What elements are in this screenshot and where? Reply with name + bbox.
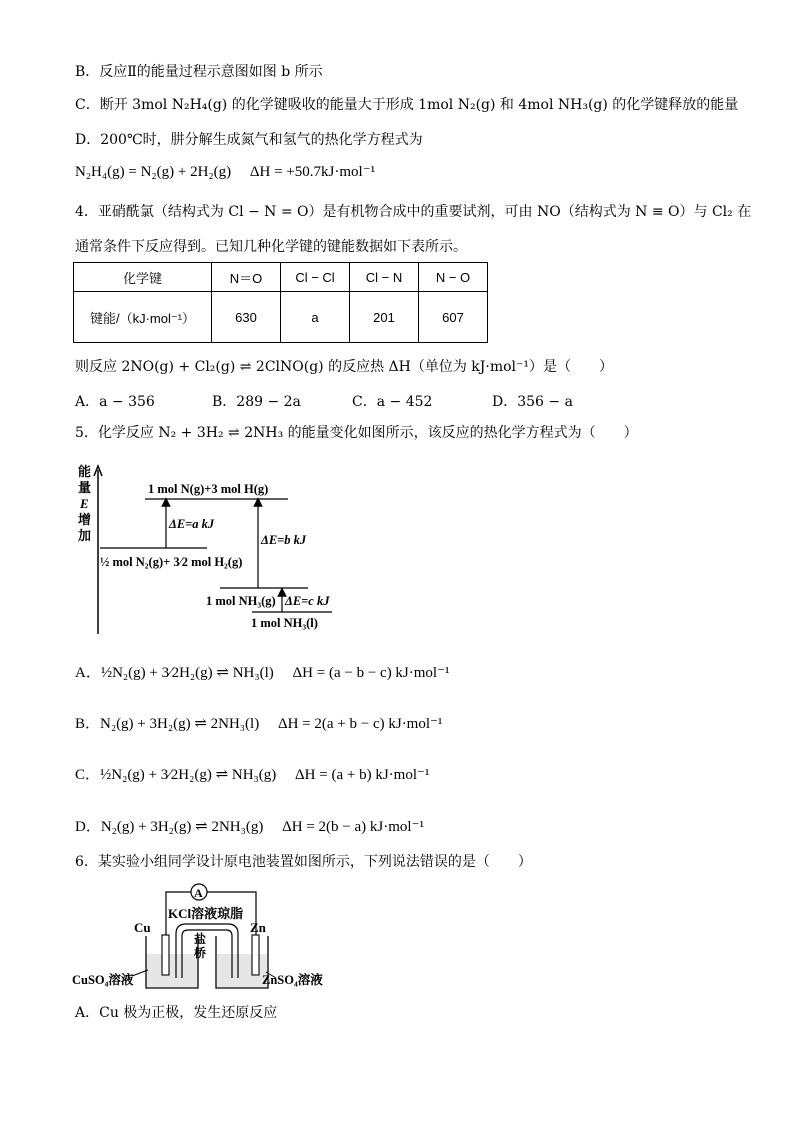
nh3-liquid-label: 1 mol NH₃(l) [251, 616, 318, 630]
q3-option-b: B．反应Ⅱ的能量过程示意图如图 b 所示 [75, 64, 323, 80]
table-header-cell: Cl − Cl [281, 263, 350, 292]
top-level-label: 1 mol N(g)+3 mol H(g) [148, 482, 269, 496]
axis-label-char: E [80, 496, 89, 511]
q4-option-b: B．289 − 2a [212, 394, 301, 410]
zn-electrode [252, 935, 259, 975]
q4-stem-line1: 4．亚硝酰氯（结构式为 Cl − N = O）是有机物合成中的重要试剂，可由 NO（结构式为 N ≡ O）与 Cl₂ 在 [75, 204, 752, 220]
q4-option-c: C．a − 452 [352, 394, 433, 410]
axis-label-char: 增 [78, 512, 92, 527]
table-cell: 630 [212, 292, 281, 343]
galvanic-cell-diagram [70, 880, 340, 995]
cu-electrode [162, 935, 169, 975]
table-row [74, 292, 488, 343]
cuso4-label: CuSO₄溶液 [72, 973, 134, 987]
reactant-level-label: ½ mol N₂(g)+ 3⁄2 mol H₂(g) [100, 555, 243, 569]
table-header-cell: N − O [419, 263, 488, 292]
de-b-label: ΔE=b kJ [261, 533, 307, 547]
q6-stem: 6．某实验小组同学设计原电池装置如图所示，下列说法错误的是（ ） [75, 854, 532, 870]
q4-option-a: A．a − 356 [75, 394, 155, 410]
axis-label-char: 量 [78, 480, 92, 495]
table-header-cell: N＝O [212, 263, 281, 292]
q3-option-c: C．断开 3mol N₂H₄(g) 的化学键吸收的能量大于形成 1mol N₂(g) 和 4mol NH₃(g) 的化学键释放的能量 [75, 97, 739, 113]
q4-question: 则反应 2NO(g) + Cl₂(g) ⇌ 2ClNO(g) 的反应热 ΔH（单位为 kJ·mol⁻¹）是（ ） [75, 359, 614, 375]
table-cell: 201 [350, 292, 419, 343]
bridge-char: 盐 [194, 932, 207, 946]
nh3-gas-label: 1 mol NH₃(g) [206, 594, 276, 608]
cu-label: Cu [134, 920, 151, 935]
znso4-label: ZnSO₄溶液 [262, 973, 323, 987]
q6-option-a: A．Cu 极为正极，发生还原反应 [75, 1005, 278, 1021]
bond-energy-table [73, 262, 488, 343]
q3-option-d: D．200℃时，肼分解生成氮气和氢气的热化学方程式为 [75, 132, 423, 148]
q5-option-d: D．N₂(g) + 3H₂(g) ⇌ 2NH₃(g) ΔH = 2(b − a) kJ·mol⁻¹ [75, 819, 424, 835]
de-c-label: ΔE=c kJ [285, 594, 330, 608]
q5-option-c: C．½N₂(g) + 3⁄2H₂(g) ⇌ NH₃(g) ΔH = (a + b) kJ·mol⁻¹ [75, 767, 430, 783]
q5-option-a: A．½N₂(g) + 3⁄2H₂(g) ⇌ NH₃(l) ΔH = (a − b − c) kJ·mol⁻¹ [75, 665, 450, 681]
table-cell: a [281, 292, 350, 343]
q4-option-d: D．356 − a [492, 394, 573, 410]
salt-bridge-label: KCl溶液琼脂 [168, 906, 244, 921]
table-row-label: 键能/（kJ·mol⁻¹） [74, 292, 212, 343]
q4-stem-line2: 通常条件下反应得到。已知几种化学键的键能数据如下表所示。 [75, 239, 467, 255]
table-header-row [74, 263, 488, 292]
axis-label-char: 能 [78, 464, 92, 479]
de-a-label: ΔE=a kJ [169, 517, 215, 531]
q5-option-b: B．N₂(g) + 3H₂(g) ⇌ 2NH₃(l) ΔH = 2(a + b − c) kJ·mol⁻¹ [75, 716, 443, 732]
zn-label: Zn [250, 920, 266, 935]
q3-option-d-equation: N₂H₄(g) = N₂(g) + 2H₂(g) ΔH = +50.7kJ·mol⁻¹ [75, 164, 376, 180]
table-header-cell: Cl − N [350, 263, 419, 292]
energy-level-diagram [70, 462, 360, 637]
q5-stem: 5．化学反应 N₂ + 3H₂ ⇌ 2NH₃ 的能量变化如图所示，该反应的热化学方程式为（ ） [75, 425, 638, 441]
bridge-char: 桥 [194, 946, 207, 960]
axis-label-char: 加 [78, 528, 92, 543]
ammeter-label: A [194, 886, 203, 900]
table-cell: 607 [419, 292, 488, 343]
table-header-cell: 化学键 [74, 263, 212, 292]
